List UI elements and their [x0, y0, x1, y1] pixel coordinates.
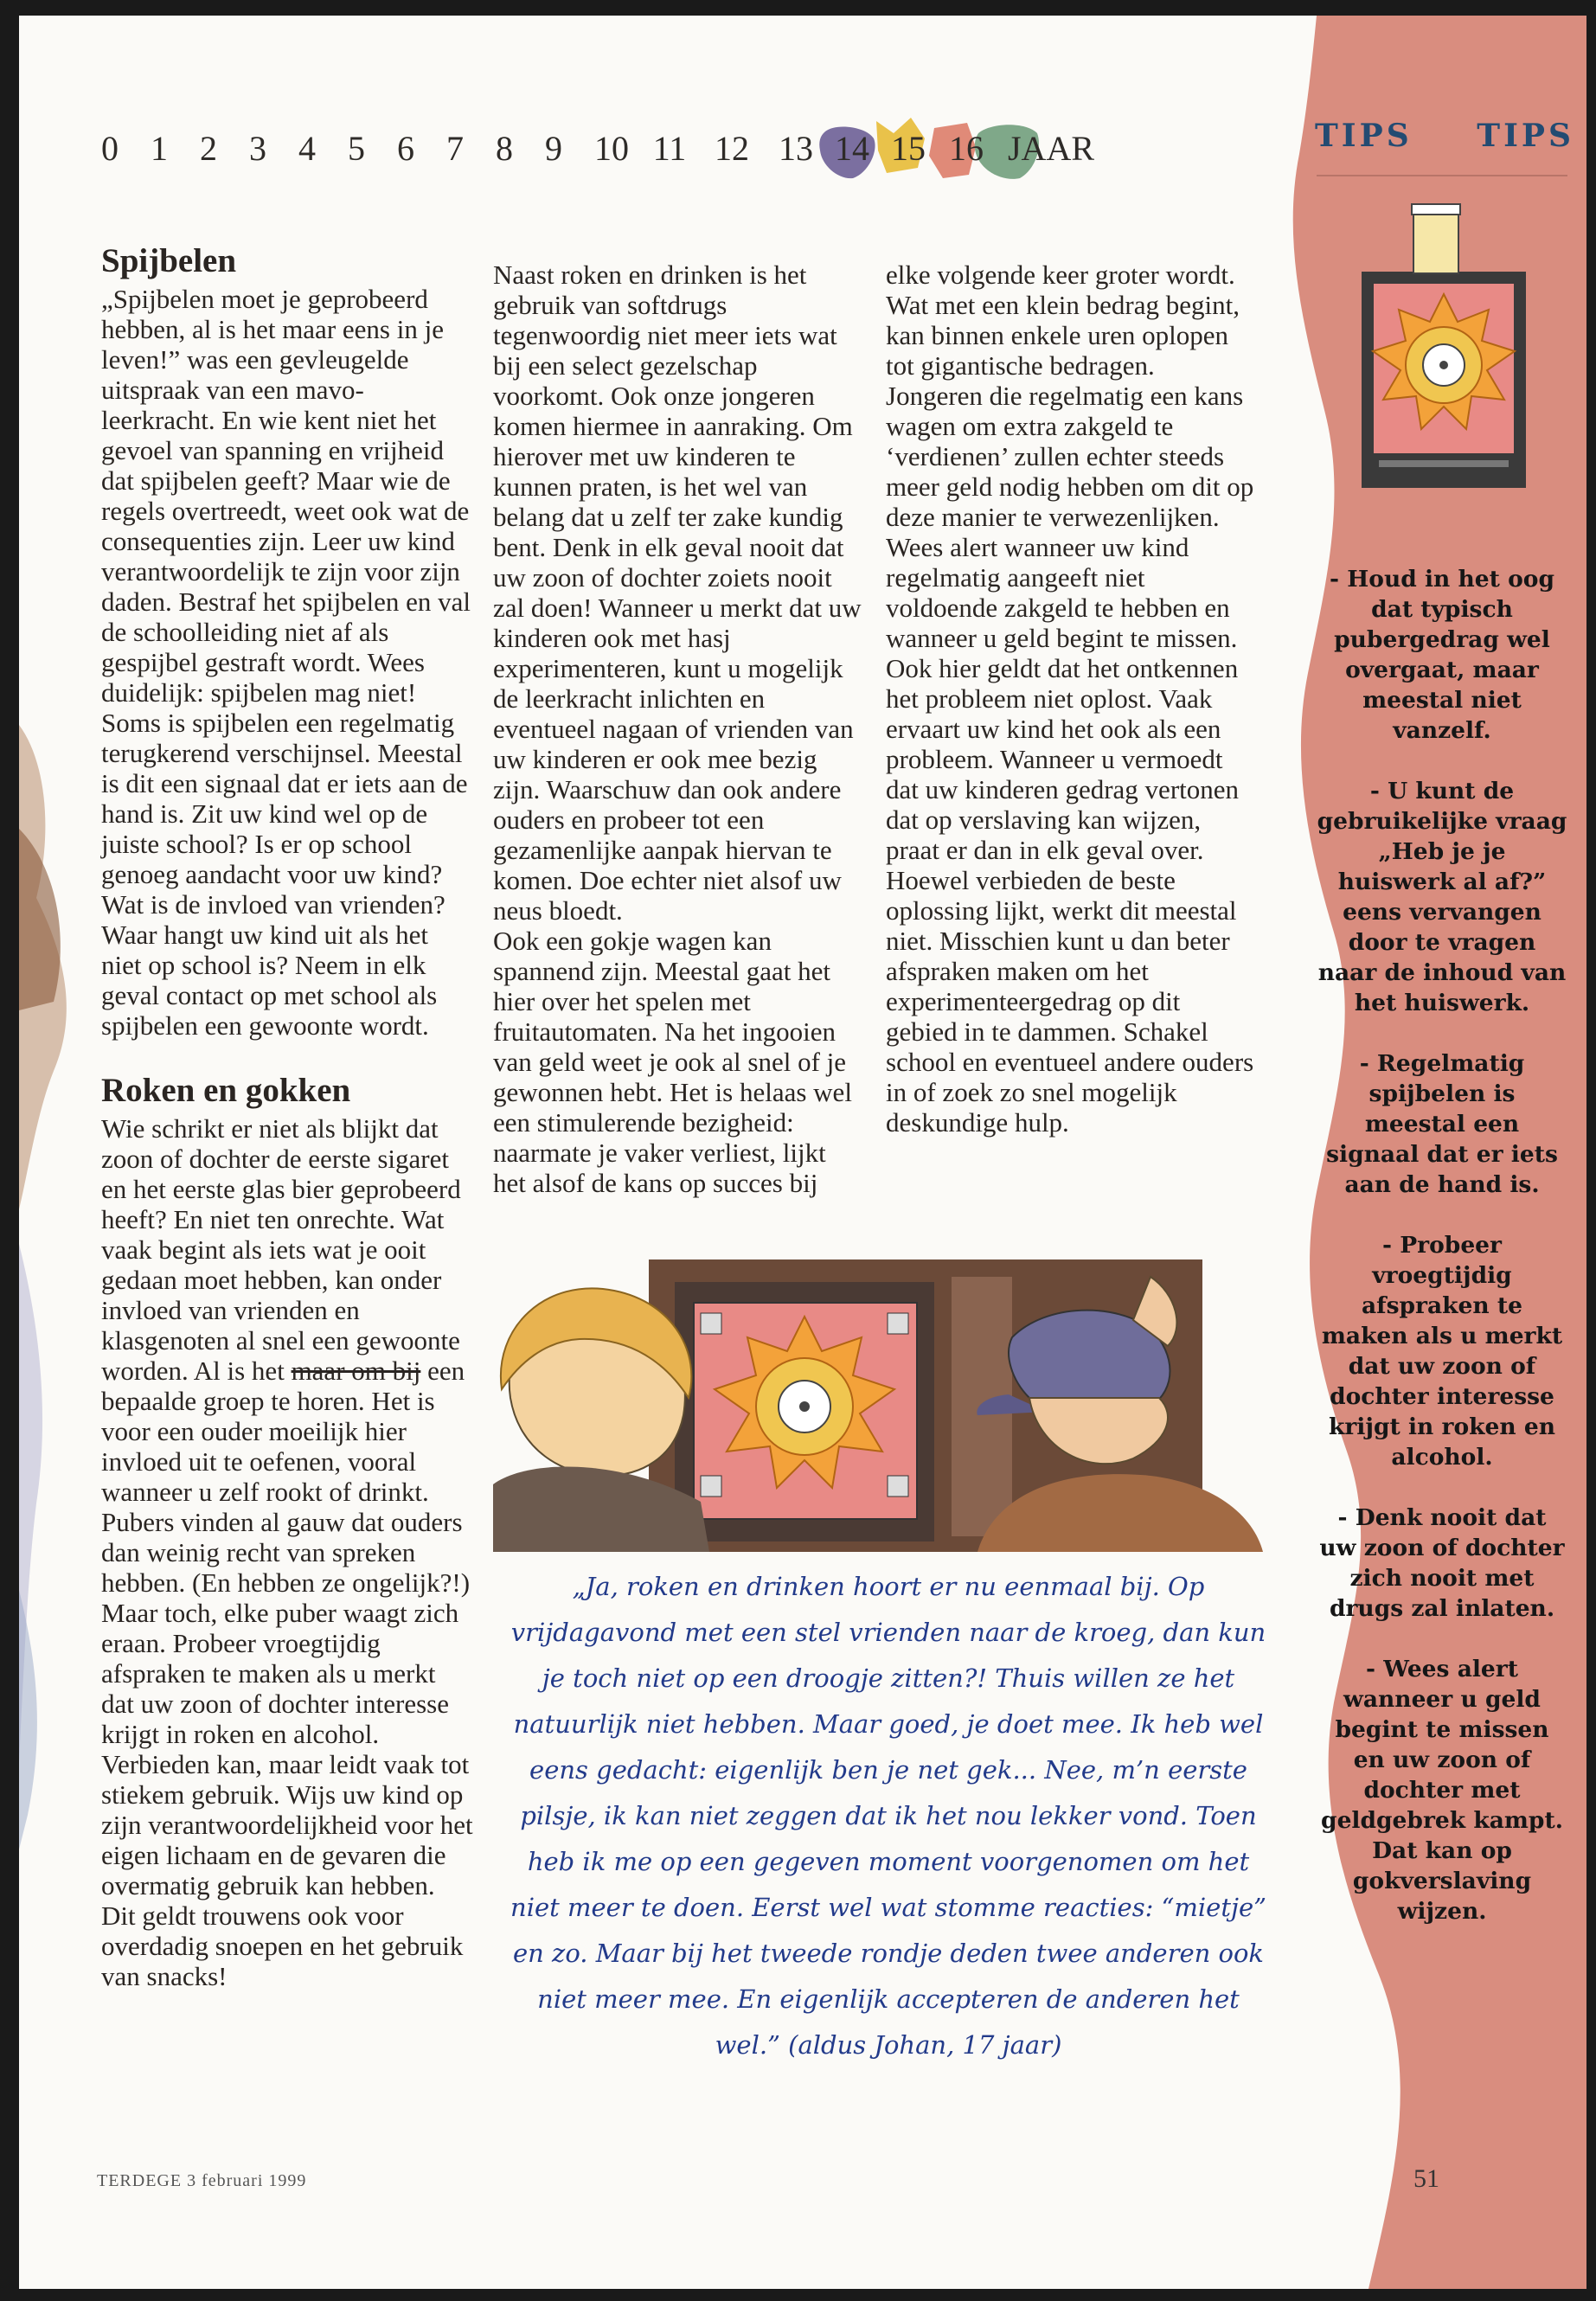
tips-title-right: TIPS: [1477, 118, 1574, 154]
heading-roken-en-gokken: Roken en gokken: [101, 1072, 351, 1109]
tip-item: - Houd in het oog dat typisch pubergedrag wel overgaat, maar meestal niet vanzelf.: [1330, 566, 1554, 744]
paragraph: Maar toch, elke puber waagt zich eraan. Probeer vroegtijdig afspraken te maken als u merkt dat uw zoon of dochter interesse krijgt in roken en alcohol. Verbieden kan, maar leidt vaak tot stiekem gebruik. Wijs uw kind op zijn verantwoordelijkheid voor het eigen lichaam en de gevaren die overmatig gebruik kan hebben. Dit geldt trouwens ook voor overdadig snoepen en het gebruik van snacks!: [101, 1598, 473, 1991]
age-suffix: JAAR: [1007, 129, 1095, 168]
age-7: 7: [446, 129, 464, 168]
tip-item: - Regelmatig spijbelen is meestal een signaal dat er iets aan de hand is.: [1326, 1050, 1558, 1198]
boys-at-fruit-machine-illustration: [493, 1242, 1263, 1552]
quote-johan: „Ja, roken en drinken hoort er nu eenmaal bij. Op vrijdagavond met een stel vrienden naar de kroeg, dan kun je toch niet op een droogje zitten?! Thuis willen ze het natuurlijk niet hebben. Maar goed, je doet mee. Ik heb wel eens gedacht: eigenlijk ben je net gek... Nee, m’n eerste pilsje, ik kan niet zeggen dat ik het nou lekker vond. Toen heb ik me op een gegeven moment voorgenomen om het niet meer te doen. Eerst wel wat stomme reacties: “mietje” en zo. Maar bij het tweede rondje deden twee anderen ook niet meer mee. En eigenlijk accepteren de anderen het wel.” (aldus Johan, 17 jaar): [510, 1572, 1266, 2060]
heading-spijbelen: Spijbelen: [101, 242, 237, 279]
age-1: 1: [151, 129, 168, 168]
page-number: 51: [1413, 2164, 1439, 2193]
tips-title-left: TIPS: [1315, 118, 1413, 154]
age-3: 3: [249, 129, 266, 168]
age-14: 14: [835, 129, 869, 168]
publication-footer: TERDEGE 3 februari 1999: [97, 2171, 307, 2190]
age-9: 9: [545, 129, 562, 168]
column-1: [101, 242, 473, 1991]
column-2: [493, 260, 865, 1198]
age-8: 8: [496, 129, 513, 168]
paragraph: Ook hier geldt dat het ontkennen het probleem niet oplost. Vaak ervaart uw kind het ook als een probleem. Wanneer u vermoedt dat uw kinderen gedrag vertonen dat op verslaving kan wijzen, praat er dan in elk geval over. Hoewel verbieden de beste oplossing lijkt, werkt dit meestal niet. Misschien kunt u dan beter afspraken maken om het experimenteergedrag op dit gebied in te dammen. Schakel school en eventueel andere ouders in of zoek zo snel mogelijk deskundige hulp.: [886, 653, 1254, 1138]
age-11: 11: [652, 129, 687, 168]
age-5: 5: [348, 129, 365, 168]
tips-divider: [1317, 175, 1567, 176]
age-2: 2: [200, 129, 217, 168]
paragraph: [101, 1113, 473, 1598]
paragraph-part: Wie schrikt er niet als blijkt dat zoon of dochter de eerste sigaret en het eerste glas bier geprobeerd heeft? En niet ten onrechte. Wat vaak begint als iets wat je ooit gedaan moet hebben, kan onder invloed van vrienden en klasgenoten al snel een gewoonte worden. Al is het: [101, 1113, 461, 1386]
paragraph: Ook een gokje wagen kan spannend zijn. Meestal gaat het hier over het spelen met fruitautomaten. Na het ingooien van geld weet je ook al snel of je gewonnen hebt. Het is helaas wel een stimulerende bezigheid: naarmate je vaker verliest, lijkt het alsof de kans op succes bij: [493, 926, 852, 1198]
age-13: 13: [779, 129, 813, 168]
tip-item: - Probeer vroegtijdig afspraken te maken als u merkt dat uw zoon of dochter interesse krijgt in roken en alcohol.: [1321, 1232, 1563, 1471]
tip-item: - U kunt de gebruikelijke vraag „Heb je je huiswerk al af?” eens vervangen door te vragen naar de inhoud van het huiswerk.: [1317, 778, 1567, 1016]
age-10: 10: [594, 129, 629, 168]
tips-title: [1315, 118, 1574, 154]
age-0: 0: [101, 129, 119, 168]
paragraph: „Spijbelen moet je geprobeerd hebben, al is het maar eens in je leven!” was een gevleugelde uitspraak van een mavo-leerkracht. En wie kent niet het gevoel van spanning en vrijheid dat spijbelen geeft? Maar wie de regels overtreedt, weet ook wat de consequenties zijn. Leer uw kind verantwoordelijk te zijn voor zijn daden. Bestraf het spijbelen en val de schoolleiding niet af als gespijbel gestraft wordt. Wees duidelijk: spijbelen mag niet! Soms is spijbelen een regelmatig terugkerend verschijnsel. Meestal is dit een signaal dat er iets aan de hand is. Zit uw kind wel op de juiste school? Is er op school genoeg aandacht voor uw kind? Wat is de invloed van vrienden? Waar hangt uw kind uit als het niet op school is? Neem in elk geval contact op met school als spijbelen een gewoonte wordt.: [101, 284, 471, 1041]
fruit-machine-illustration: [1362, 201, 1526, 488]
age-4: 4: [298, 129, 316, 168]
age-6: 6: [397, 129, 414, 168]
paragraph-part: een bepaalde groep te horen. Het is voor een ouder moeilijk hier invloed uit te oefenen, vooral wanneer u zelf rookt of drinkt. Pubers vinden al gauw dat ouders dan weinig recht van spreken hebben. (En hebben ze ongelijk?!): [101, 1356, 471, 1598]
left-edge-illustration: [19, 725, 88, 1936]
magazine-page: [19, 16, 1586, 2289]
column-3: [886, 260, 1258, 1138]
tip-item: - Wees alert wanneer u geld begint te missen en uw zoon of dochter met geldgebrek kampt. Dat kan op gokverslaving wijzen.: [1321, 1656, 1563, 1925]
tips-list: [1317, 564, 1567, 1957]
paragraph: elke volgende keer groter wordt. Wat met een klein bedrag begint, kan binnen enkele uren oplopen tot gigantische bedragen. Jongeren die regelmatig een kans wagen om extra zakgeld te ‘verdienen’ zullen echter steeds meer geld nodig hebben om dit op deze manier te verwezenlijken. Wees alert wanneer uw kind regelmatig aangeeft niet voldoende zakgeld te hebben en wanneer u geld begint te missen.: [886, 260, 1254, 653]
age-16: 16: [949, 129, 984, 168]
age-15: 15: [891, 129, 926, 168]
paragraph: Naast roken en drinken is het gebruik van softdrugs tegenwoordig niet meer iets wat bij een select gezelschap voorkomt. Ook onze jongeren komen hiermee in aanraking. Om hierover met uw kinderen te kunnen praten, is het wel van belang dat u zelf ter zake kundig bent. Denk in elk geval nooit dat uw zoon of dochter zoiets nooit zal doen! Wanneer u merkt dat uw kinderen ook met hasj experimenteren, kunt u mogelijk de leerkracht inlichten en eventueel nagaan of vrienden van uw kinderen er ook mee bezig zijn. Waarschuw dan ook andere ouders en probeer tot een gezamenlijke aanpak hiervan te komen. Doe echter niet alsof uw neus bloedt.: [493, 260, 862, 926]
tip-item: - Denk nooit dat uw zoon of dochter zich nooit met drugs zal inlaten.: [1319, 1504, 1565, 1622]
age-12: 12: [715, 129, 749, 168]
struck-text: maar om bij: [291, 1356, 421, 1386]
